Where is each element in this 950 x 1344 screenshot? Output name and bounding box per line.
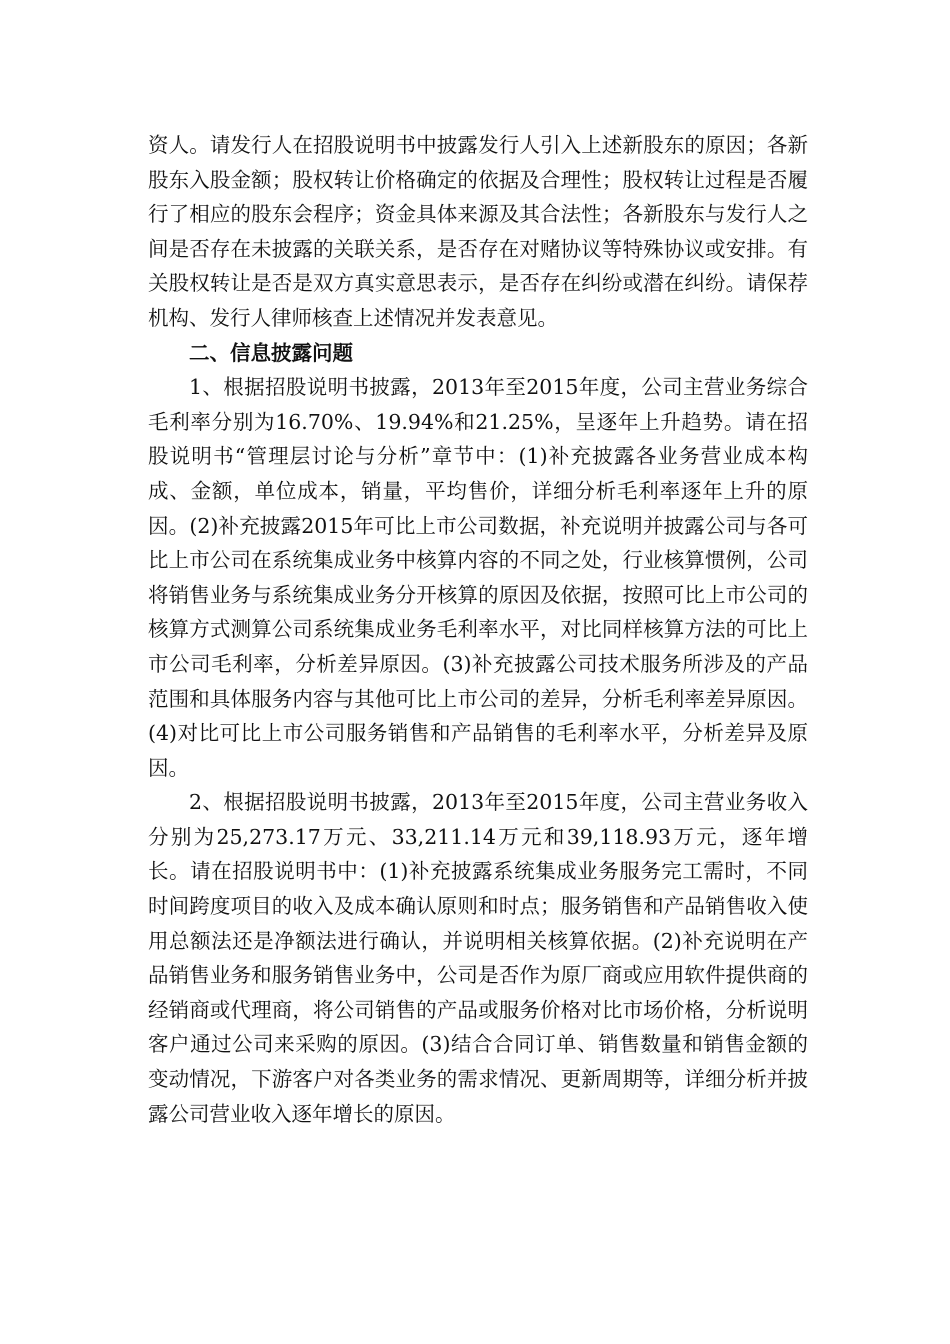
document-page: [148, 128, 808, 1131]
paragraph-question-1: 1、根据招股说明书披露，2013年至2015年度，公司主营业务综合毛利率分别为16.70%、19.94%和21.25%，呈逐年上升趋势。请在招股说明书“管理层讨论与分析”章节中：(1)补充披露各业务营业成本构成、金额，单位成本，销量，平均售价，详细分析毛利率逐年上升的原因。(2)补充披露2015年可比上市公司数据，补充说明并披露公司与各可比上市公司在系统集成业务中核算内容的不同之处，行业核算惯例，公司将销售业务与系统集成业务分开核算的原因及依据，按照可比上市公司的核算方式测算公司系统集成业务毛利率水平，对比同样核算方法的可比上市公司毛利率，分析差异原因。(3)补充披露公司技术服务所涉及的产品范围和具体服务内容与其他可比上市公司的差异，分析毛利率差异原因。(4)对比可比上市公司服务销售和产品销售的毛利率水平，分析差异及原因。: [148, 375, 808, 780]
paragraph-question-2: 2、根据招股说明书披露，2013年至2015年度，公司主营业务收入分别为25,273.17万元、33,211.14万元和39,118.93万元，逐年增长。请在招股说明书中：(1)补充披露系统集成业务服务完工需时，不同时间跨度项目的收入及成本确认原则和时点；服务销售和产品销售收入使用总额法还是净额法进行确认，并说明相关核算依据。(2)补充说明在产品销售业务和服务销售业务中，公司是否作为原厂商或应用软件提供商的经销商或代理商，将公司销售的产品或服务价格对比市场价格，分析说明客户通过公司来采购的原因。(3)结合合同订单、销售数量和销售金额的变动情况，下游客户对各类业务的需求情况、更新周期等，详细分析并披露公司营业收入逐年增长的原因。: [148, 790, 808, 1126]
section-heading: 二、信息披露问题: [189, 340, 353, 365]
paragraph-intro: 资人。请发行人在招股说明书中披露发行人引入上述新股东的原因；各新股东入股金额；股权转让价格确定的依据及合理性；股权转让过程是否履行了相应的股东会程序；资金具体来源及其合法性；各新股东与发行人之间是否存在未披露的关联关系，是否存在对赌协议等特殊协议或安排。有关股权转让是否是双方真实意思表示，是否存在纠纷或潜在纠纷。请保荐机构、发行人律师核查上述情况并发表意见。: [148, 133, 808, 330]
